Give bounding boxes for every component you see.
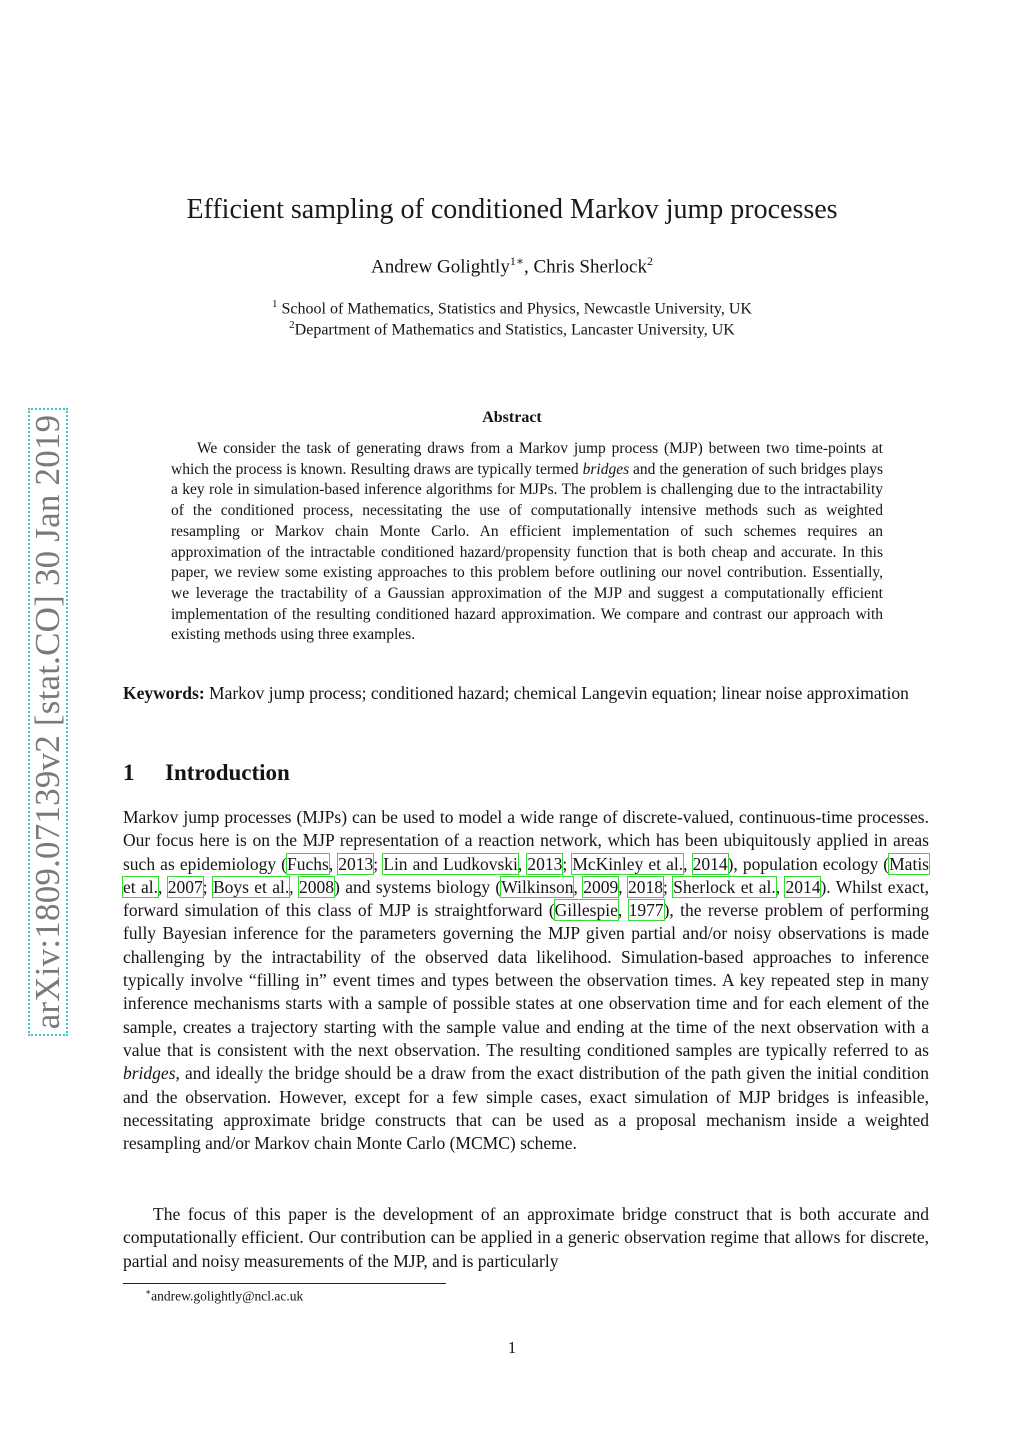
- citation-link[interactable]: 1977: [628, 900, 664, 921]
- affiliation-mark: 1: [272, 298, 278, 310]
- abstract-body: [171, 439, 883, 646]
- keywords: [123, 682, 929, 706]
- abstract-text: and the generation of such bridges plays a key role in simulation-based inference algorithms for MJPs. The problem is challenging due to the intractability of the conditioned process, necessitating the use of computationally intensive methods such as weighted resampling or Markov chain Monte Carlo. An efficient implementation of such schemes requires an approximation of the intractable conditioned hazard/propensity function that is both cheap and accurate. In this paper, we review some existing approaches to this problem before outlining our novel contribution. Essentially, we leverage the tractability of a Gaussian approximation of the MJP and suggest a computationally efficient implementation of the resulting conditioned hazard approximation. We compare and contrast our approach with existing methods using three examples.: [171, 460, 883, 644]
- citation-link[interactable]: 2008: [299, 876, 335, 897]
- citation-link[interactable]: 2013: [527, 853, 563, 874]
- body-text: ), the reverse problem of performing fully Bayesian inference for the parameters governing the MJP given partial and/or noisy observations is made challenging by the intractability of the observed data likelihood. Simulation-based approaches to inference typically involve “filling in” event times and types between the observation times. A key repeated step in many inference mechanisms starts with a sample of possible states at one observation time and for each element of the sample, creates a trajectory starting with the sample value and ending at the time of the next observation with a value that is consistent with the next observation. The resulting conditioned samples are typically referred to as: [123, 900, 929, 1060]
- citation-link[interactable]: Wilkinson: [501, 876, 574, 897]
- page-number: 1: [507, 1338, 517, 1357]
- footnote-email: andrew.golightly@ncl.ac.uk: [151, 1288, 304, 1304]
- body-text: , and ideally the bridge should be a draw from the exact distribution of the path given the initial condition and the observation. However, except for a few simple cases, exact simulation of MJP bridges is infeasible, necessitating approximate bridge constructs that can be used as a proposal mechanism inside a weighted resampling and/or Markov chain Monte Carlo (MCMC) scheme.: [123, 1063, 929, 1154]
- arxiv-stamp[interactable]: [28, 408, 68, 1036]
- intro-paragraph: The focus of this paper is the development of an approximate bridge construct that is both accurate and computationally efficient. Our contribution can be applied in a generic observation regime that allows for discrete, partial and noisy measurements of the MJP, and is particularly: [123, 1204, 929, 1271]
- body-text: ;: [562, 853, 573, 874]
- body-text: ;: [373, 853, 384, 874]
- author-list: [0, 254, 1024, 278]
- affiliation-text: School of Mathematics, Statistics and Physics, Newcastle University, UK: [277, 300, 752, 318]
- keywords-text: Markov jump process; conditioned hazard; chemical Langevin equation; linear noise approximation: [204, 683, 909, 703]
- body-text: ,: [517, 853, 528, 874]
- abstract-text: We consider the task of generating draws from a Markov jump process (MJP) between two time-points at which the process is known. Resulting draws are typically termed: [171, 440, 883, 478]
- section-title: Introduction: [165, 760, 290, 785]
- footnote-mark: ∗: [145, 1287, 152, 1297]
- emphasis-text: bridges: [123, 1063, 176, 1084]
- body-text: ;: [202, 876, 213, 897]
- citation-link[interactable]: Lin and Ludkovski: [383, 853, 518, 874]
- citation-link[interactable]: 2014: [785, 876, 821, 897]
- intro-paragraph: [123, 806, 929, 1155]
- author-name: Chris Sherlock: [533, 256, 647, 278]
- author-mark[interactable]: 1∗: [509, 254, 524, 268]
- author-separator: ,: [523, 256, 534, 278]
- affiliation: [0, 298, 1024, 318]
- body-text: ,: [158, 876, 168, 897]
- footnote: [145, 1287, 303, 1305]
- body-text: ,: [573, 876, 584, 897]
- body-text: ,: [617, 900, 629, 921]
- body-text: ,: [328, 853, 339, 874]
- keywords-label: Keywords:: [123, 683, 205, 703]
- paper-title: Efficient sampling of conditioned Markov jump processes: [186, 194, 838, 225]
- body-text: ,: [683, 853, 693, 874]
- citation-link[interactable]: 2014: [692, 853, 728, 874]
- section-number: 1: [123, 760, 135, 785]
- citation-link[interactable]: 2018: [627, 876, 663, 897]
- body-text: ), population ecology (: [727, 853, 890, 874]
- author-mark: 2: [646, 254, 653, 268]
- citation-link[interactable]: McKinley et al.: [572, 853, 684, 874]
- body-text: ;: [662, 876, 674, 897]
- affiliation-mark: 2: [289, 319, 295, 331]
- footnote-rule: [123, 1283, 446, 1284]
- citation-link[interactable]: Matis et al.: [123, 853, 929, 897]
- affiliation-text: Department of Mathematics and Statistics, Lancaster University, UK: [294, 321, 735, 339]
- body-text: ,: [618, 876, 628, 897]
- author-name: Andrew Golightly: [371, 256, 510, 278]
- body-text: ). Whilst exact, forward simulation of this class of MJP is straightforward (: [123, 876, 930, 921]
- body-text: ) and systems biology (: [334, 876, 502, 897]
- section-heading: [123, 760, 290, 786]
- abstract-emphasis: bridges: [582, 460, 630, 478]
- affiliation: [0, 319, 1024, 339]
- citation-link[interactable]: 2007: [167, 876, 203, 897]
- citation-link[interactable]: Sherlock et al.: [673, 876, 776, 897]
- abstract-heading: Abstract: [482, 409, 542, 426]
- citation-link[interactable]: 2009: [583, 876, 619, 897]
- citation-link[interactable]: Gillespie: [554, 900, 618, 921]
- arxiv-identifier: arXiv:1809.07139v2 [stat.CO] 30 Jan 2019: [28, 414, 67, 1030]
- citation-link[interactable]: Fuchs: [287, 853, 329, 874]
- citation-link[interactable]: 2013: [338, 853, 374, 874]
- citation-link[interactable]: Boys et al.: [212, 876, 290, 897]
- body-text: Markov jump processes (MJPs) can be used to model a wide range of discrete-valued, continuous-time processes. Our focus here is on the MJP representation of a reaction network, which has been ubiquitously applied in areas such as epidemiology (: [123, 807, 929, 874]
- body-text: ,: [289, 876, 300, 897]
- body-text: ,: [775, 876, 786, 897]
